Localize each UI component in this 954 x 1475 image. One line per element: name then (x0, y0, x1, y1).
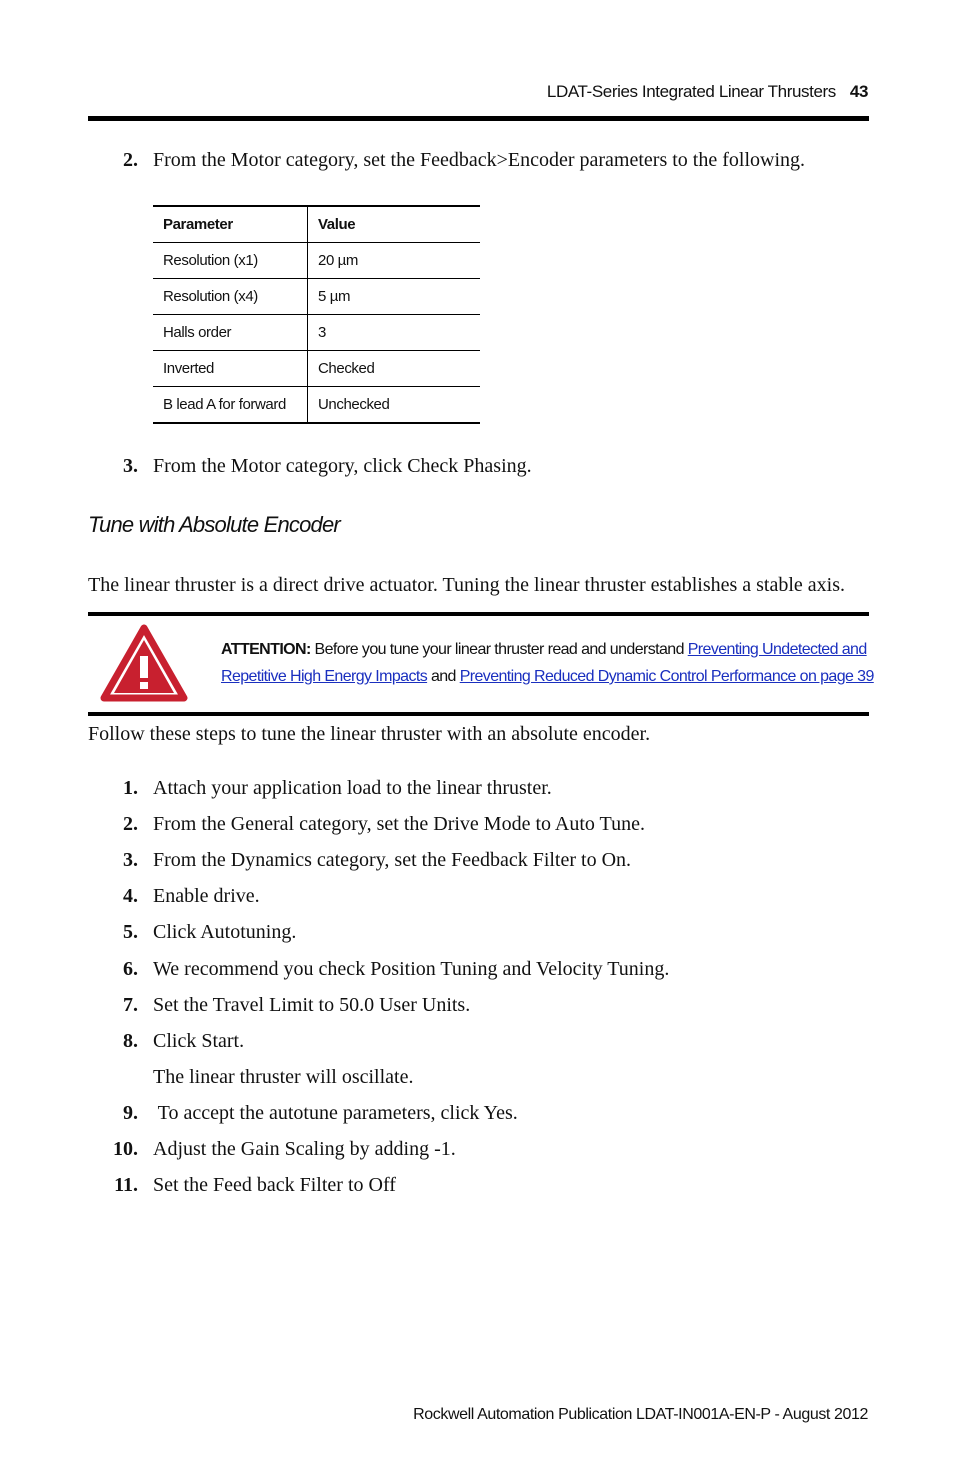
section-title: Tune with Absolute Encoder (88, 512, 340, 537)
step-text: To accept the autotune parameters, click Yes. (153, 1102, 518, 1124)
table-row (153, 387, 480, 424)
table-cell: Unchecked (308, 387, 481, 424)
step-number: 2. (123, 813, 138, 835)
step-text: The linear thruster will oscillate. (153, 1066, 414, 1088)
table-cell: Inverted (153, 351, 308, 387)
step-text: From the Dynamics category, set the Feedback Filter to On. (153, 849, 632, 871)
table-row (153, 279, 480, 315)
step-text: Set the Travel Limit to 50.0 User Units. (153, 994, 471, 1016)
step-text: Click Start. (153, 1030, 245, 1052)
step-number: 9. (123, 1102, 138, 1124)
table-cell: 20 µm (308, 243, 481, 279)
intro-paragraph: The linear thruster is a direct drive actuator. Tuning the linear thruster establishes a stable axis. (88, 574, 846, 596)
link-preventing-impacts[interactable]: Preventing Undetected and (687, 641, 867, 658)
table-row (153, 315, 480, 351)
step-text: Click Autotuning. (153, 921, 297, 943)
step-number: 5. (123, 921, 138, 943)
step-number: 2. (123, 149, 138, 171)
warning-triangle-icon (100, 624, 188, 704)
header-rule (88, 116, 869, 121)
step-text: Enable drive. (153, 885, 260, 907)
follow-paragraph: Follow these steps to tune the linear thruster with an absolute encoder. (88, 723, 651, 745)
step-number: 3. (123, 455, 138, 477)
link-preventing-impacts-cont[interactable]: Repetitive High Energy Impacts (221, 668, 428, 685)
step-number: 1. (123, 777, 138, 799)
table-cell: Checked (308, 351, 481, 387)
table-cell: Resolution (x4) (153, 279, 308, 315)
table-cell: 5 µm (308, 279, 481, 315)
step-text: Set the Feed back Filter to Off (153, 1174, 396, 1196)
attention-conjunction: and (427, 668, 460, 685)
table-cell: 3 (308, 315, 481, 351)
table-cell: Resolution (x1) (153, 243, 308, 279)
attention-box (88, 612, 874, 716)
page-header (88, 82, 868, 106)
step-number: 6. (123, 958, 138, 980)
table-row (153, 351, 480, 387)
step-number: 3. (123, 849, 138, 871)
step-text: From the General category, set the Drive Mode to Auto Tune. (153, 813, 645, 835)
link-preventing-performance[interactable]: Preventing Reduced Dynamic Control Performance on page 39 (459, 668, 874, 685)
table-cell: B lead A for forward (153, 387, 308, 424)
attention-label: ATTENTION: (221, 641, 311, 658)
table-header-cell: Parameter (153, 206, 308, 243)
table-header-cell: Value (308, 206, 481, 243)
step-number: 11. (114, 1174, 138, 1196)
table-row (153, 243, 480, 279)
table-header-row (153, 206, 480, 243)
step-text: From the Motor category, click Check Phasing. (153, 455, 532, 477)
header-title: LDAT-Series Integrated Linear Thrusters (546, 82, 836, 101)
step-text: We recommend you check Position Tuning and Velocity Tuning. (153, 958, 670, 980)
step-number: 10. (113, 1138, 138, 1160)
attention-body: Before you tune your linear thruster read and understand (310, 641, 688, 658)
table-cell: Halls order (153, 315, 308, 351)
step-number: 8. (123, 1030, 138, 1052)
step-text: Adjust the Gain Scaling by adding -1. (153, 1138, 456, 1160)
step-number: 7. (123, 994, 138, 1016)
page-footer: Rockwell Automation Publication LDAT-IN001A-EN-P - August 2012 (413, 1406, 868, 1423)
step-text: From the Motor category, set the Feedback>Encoder parameters to the following. (153, 149, 806, 171)
page-number: 43 (849, 82, 868, 101)
step-number: 4. (123, 885, 138, 907)
attention-text (221, 636, 881, 690)
step-text: Attach your application load to the linear thruster. (153, 777, 552, 799)
parameter-table (153, 205, 480, 424)
